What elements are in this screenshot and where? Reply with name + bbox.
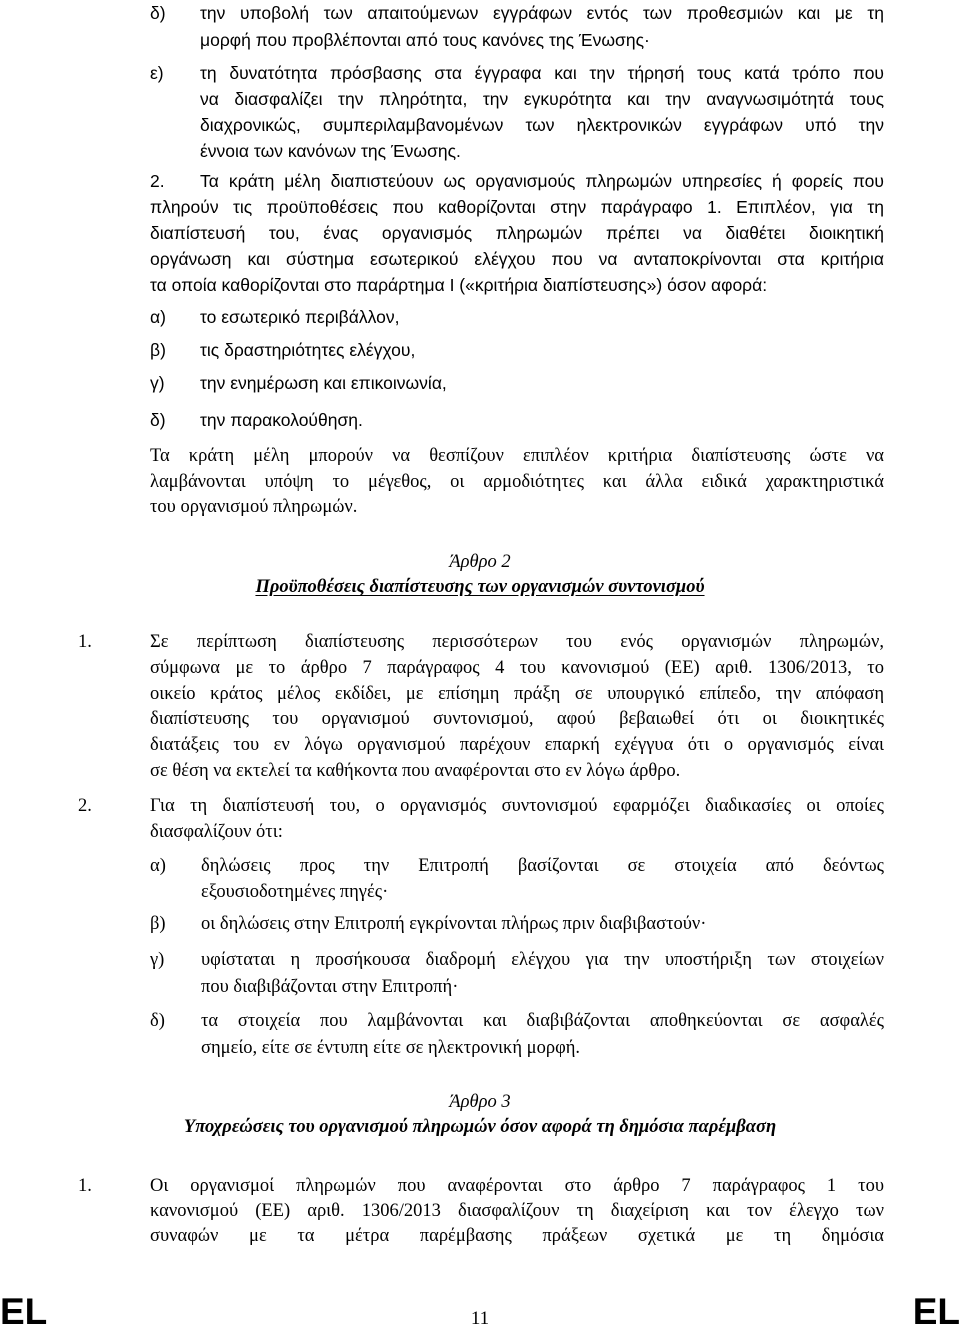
text-line: διασφαλίζουν ότι:: [150, 822, 283, 842]
paragraph-number: 1.: [78, 1176, 92, 1196]
text-line: τα στοιχεία που λαμβάνονται και διαβιβάζονται αποθηκεύονται σε ασφαλές: [201, 1011, 884, 1031]
text-line: εξουσιοδοτημένες πηγές·: [201, 882, 389, 902]
list-item-text: [201, 947, 884, 1001]
text-line: οι δηλώσεις στην Επιτροπή εγκρίνονται πλήρως πριν διαβιβαστούν·: [201, 914, 707, 934]
text-line: κανονισμού (ΕΕ) αριθ. 1306/2013 διασφαλίζουν τη διαχείριση και τον έλεγχο των: [150, 1201, 884, 1221]
paragraph-text: [150, 630, 884, 785]
text-line: Τα κράτη μέλη μπορούν να θεσπίζουν επιπλέον κριτήρια διαπίστευσης ώστε να: [150, 446, 884, 466]
text-line: διαπίστευσης του οργανισμού συντονισμού, αφού βεβαιωθεί ότι οι διοικητικές: [150, 709, 884, 730]
text-line: μορφή που προβλέπονται από τους κανόνες της Ένωσης·: [200, 30, 650, 50]
list-marker: γ): [150, 373, 165, 393]
list-marker: ε): [150, 63, 164, 83]
list-item-text: την ενημέρωση και επικοινωνία,: [200, 373, 447, 393]
paragraph-text: [150, 168, 884, 298]
text-line: διαπίστευσή του, ένας οργανισμός πληρωμών πρέπει να διαθέτει διοικητική: [150, 223, 884, 243]
text-line: Για τη διαπίστευσή του, ο οργανισμός συντονισμού εφαρμόζει διαδικασίες οι οποίες: [150, 796, 884, 816]
list-marker: β): [150, 914, 166, 934]
language-code-right: EL: [912, 1291, 960, 1332]
text-line: Σε περίπτωση διαπίστευσης περισσότερων του ενός οργανισμών πληρωμών,: [150, 632, 884, 652]
paragraph-text: [150, 444, 884, 521]
paragraph-text: [150, 1174, 884, 1249]
text-line: διατάξεις του εν λόγω οργανισμού παρέχουν επαρκή εχέγγυα ότι ο οργανισμός είναι: [150, 735, 884, 756]
list-item-text: [200, 60, 884, 164]
list-marker: δ): [150, 3, 166, 23]
text-line: Οι οργανισμοί πληρωμών που αναφέρονται στο άρθρο 7 παράγραφος 1 του: [150, 1176, 884, 1196]
text-line: που διαβιβάζονται στην Επιτροπή·: [201, 977, 459, 997]
text-line: Τα κράτη μέλη διαπιστεύουν ως οργανισμούς πληρωμών υπηρεσίες ή φορείς που: [200, 171, 884, 191]
text-line: του οργανισμού πληρωμών.: [150, 497, 358, 517]
text-line: λαμβάνονται υπόψη το μέγεθος, οι αρμοδιότητες και άλλα ειδικά χαρακτηριστικά: [150, 471, 884, 492]
text-line: πληρούν τις προϋποθέσεις που καθορίζονται στην παράγραφο 1. Επιπλέον, για τη: [150, 197, 884, 217]
list-item-text: το εσωτερικό περιβάλλον,: [200, 307, 400, 327]
text-line: διαχρονικώς, συμπεριλαμβανομένων των ηλεκτρονικών εγγράφων υπό την: [200, 115, 884, 135]
text-line: σημείο, είτε σε έντυπη είτε σε ηλεκτρονική μορφή.: [201, 1038, 581, 1058]
list-marker: α): [150, 856, 166, 876]
text-line: οικείο κράτος μέλος εκδίδει, με επίσημη πράξη σε υπουργικό επίπεδο, την απόφαση: [150, 683, 884, 704]
article-title-text: Προϋποθέσεις διαπίστευσης των οργανισμών συντονισμού: [255, 577, 705, 597]
paragraph-number: 1.: [78, 632, 92, 652]
article-label: Άρθρο 3: [449, 1092, 511, 1112]
paragraph-text: [150, 793, 884, 845]
text-line: τη δυνατότητα πρόσβασης στα έγγραφα και την τήρησή τους κατά τρόπο που: [200, 63, 884, 83]
text-line: έννοια των κανόνων της Ένωσης.: [200, 141, 461, 161]
article-title: [0, 574, 960, 600]
paragraph-number: 2.: [78, 796, 92, 816]
text-line: την υποβολή των απαιτούμενων εγγράφων εντός των προθεσμιών και με τη: [200, 3, 884, 23]
list-marker: α): [150, 307, 166, 327]
list-marker: β): [150, 340, 166, 360]
list-item-text: την παρακολούθηση.: [200, 410, 363, 430]
list-item-text: [201, 853, 884, 905]
page-number: 11: [470, 1308, 490, 1329]
list-marker: γ): [150, 950, 165, 970]
list-item-text: [201, 911, 884, 937]
list-marker: δ): [150, 1011, 165, 1031]
text-line: να διασφαλίζει την πληρότητα, την εγκυρότητα και την αναγνωσιμότητά τους: [200, 89, 884, 109]
text-line: σε θέση να εκτελεί τα καθήκοντα που αναφέρονται στο εν λόγω άρθρο.: [150, 760, 681, 781]
paragraph-number: 2.: [150, 171, 165, 191]
text-line: οργάνωση και σύστημα εσωτερικού ελέγχου που να ανταποκρίνονται στα κριτήρια: [150, 249, 884, 269]
text-line: υφίσταται η προσήκουσα διαδρομή ελέγχου για την υποστήριξη των στοιχείων: [201, 950, 884, 970]
article-title: Υποχρεώσεις του οργανισμού πληρωμών όσον αφορά τη δημόσια παρέμβαση: [183, 1117, 777, 1137]
list-item-text: τις δραστηριότητες ελέγχου,: [200, 340, 416, 360]
list-marker: δ): [150, 410, 166, 430]
list-item-text: [201, 1008, 884, 1062]
list-item-text: [200, 0, 884, 54]
language-code-left: EL: [0, 1291, 48, 1332]
text-line: δηλώσεις προς την Επιτροπή βασίζονται σε στοιχεία από δεόντως: [201, 856, 884, 876]
article-label: Άρθρο 2: [449, 552, 511, 572]
text-line: σύμφωνα με το άρθρο 7 παράγραφος 4 του κανονισμού (ΕΕ) αριθ. 1306/2013, το: [150, 657, 884, 678]
text-line: συναφών με τα μέτρα παρέμβασης πράξεων σχετικά με τη δημόσια: [150, 1226, 884, 1246]
text-line: τα οποία καθορίζονται στο παράρτημα Ι («κριτήρια διαπίστευσης») όσον αφορά:: [150, 275, 768, 295]
